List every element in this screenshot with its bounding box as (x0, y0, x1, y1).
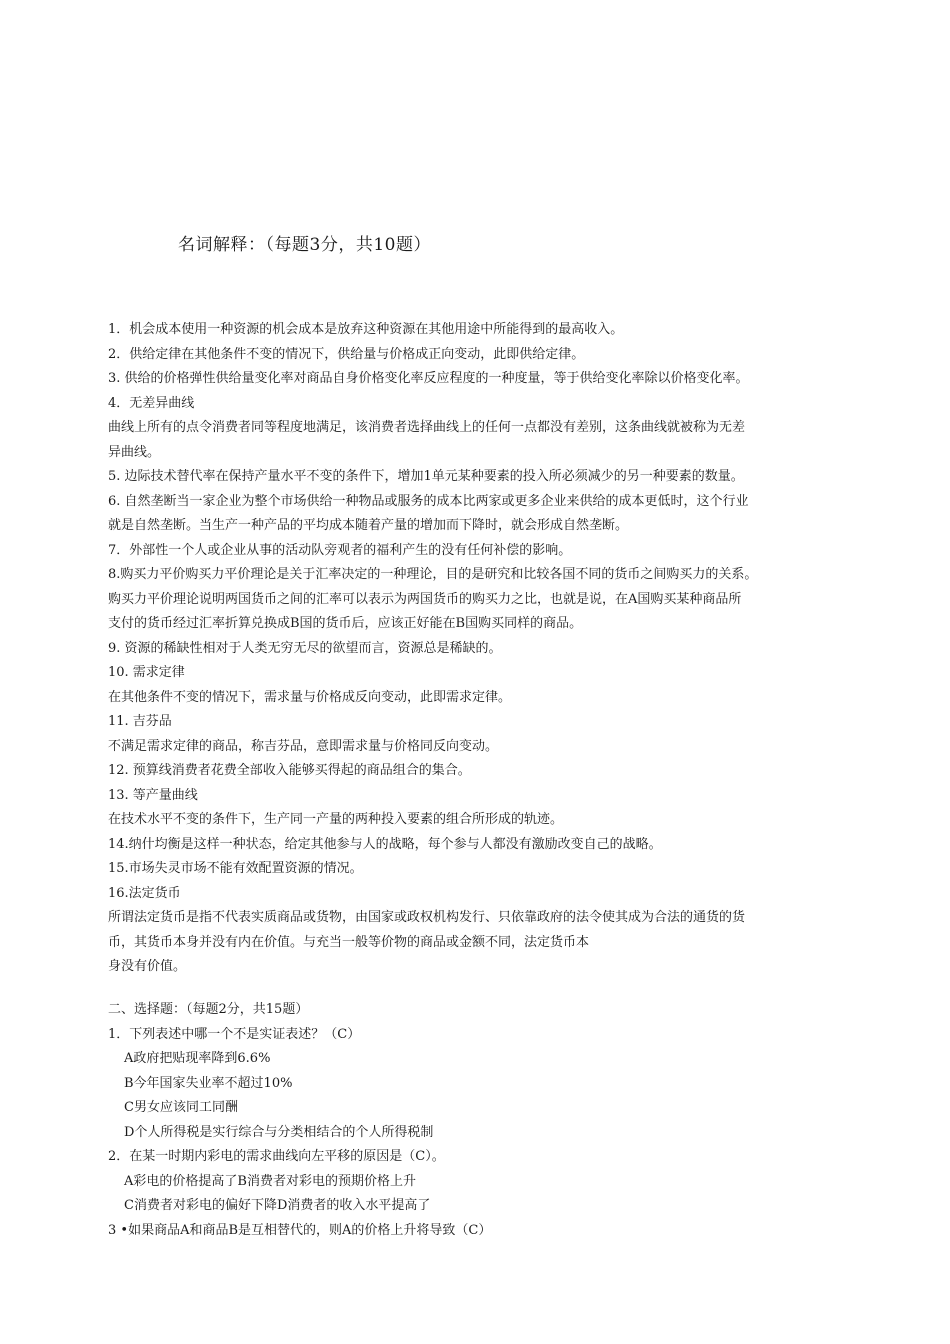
term-line: 所谓法定货币是指不代表实质商品或货物，由国家或政权机构发行、只依靠政府的法令使其成为合法的通货的货 (108, 910, 746, 925)
question-2: 2．在某一时期内彩电的需求曲线向左平移的原因是（C）。 (108, 1149, 445, 1164)
term-line: 币，其货币本身并没有内在价值。与充当一般等价物的商品或金额不同，法定货币本 (108, 934, 590, 950)
term-line: 10. 需求定律 (108, 665, 185, 680)
section-heading-choice: 二、选择题：（每题2分，共15题） (108, 1002, 309, 1017)
choice-section (108, 998, 848, 1243)
term-line: 异曲线。 (108, 444, 161, 460)
question-3: 3 •如果商品A和商品B是互相替代的，则A的价格上升将导致（C） (108, 1222, 492, 1238)
question-2-option: C消费者对彩电的偏好下降D消费者的收入水平提高了 (124, 1198, 431, 1213)
term-line: 就是自然垄断。当生产一种产品的平均成本随着产量的增加而下降时，就会形成自然垄断。 (108, 518, 629, 533)
term-line: 2．供给定律在其他条件不变的情况下，供给量与价格成正向变动，此即供给定律。 (108, 346, 585, 362)
term-line: 16.法定货币 (108, 885, 181, 901)
term-line: 不满足需求定律的商品，称吉芬品，意即需求量与价格同反向变动。 (108, 738, 499, 754)
term-line: 1．机会成本使用一种资源的机会成本是放弃这种资源在其他用途中所能得到的最高收入。 (108, 322, 624, 337)
term-line: 15.市场失灵市场不能有效配置资源的情况。 (108, 861, 363, 876)
question-1-option: B今年国家失业率不超过10% (124, 1075, 293, 1091)
term-line: 在其他条件不变的情况下，需求量与价格成反向变动，此即需求定律。 (108, 689, 512, 705)
question-1: 1．下列表述中哪一个不是实证表述？（C） (108, 1026, 361, 1042)
term-line: 6. 自然垄断当一家企业为整个市场供给一种物品或服务的成本比两家或更多企业来供给的成本更低时，这个行业 (108, 493, 749, 509)
term-line: 11. 吉芬品 (108, 714, 172, 729)
question-1-option: A政府把贴现率降到6.6% (124, 1051, 271, 1066)
question-1-option: D个人所得税是实行综合与分类相结合的个人所得税制 (124, 1124, 434, 1140)
term-line: 在技术水平不变的条件下，生产同一产量的两种投入要素的组合所形成的轨迹。 (108, 812, 564, 827)
term-line: 7．外部性一个人或企业从事的活动队旁观者的福利产生的没有任何补偿的影响。 (108, 542, 572, 558)
term-line: 8.购买力平价购买力平价理论是关于汇率决定的一种理论，目的是研究和比较各国不同的货币之间购买力的关系。 (108, 567, 758, 582)
term-line: 3. 供给的价格弹性供给量变化率对商品自身价格变化率反应程度的一种度量，等于供给变化率除以价格变化率。 (108, 371, 749, 386)
term-line: 9. 资源的稀缺性相对于人类无穷无尽的欲望而言，资源总是稀缺的。 (108, 640, 502, 656)
question-2-option: A彩电的价格提高了B消费者对彩电的预期价格上升 (124, 1173, 416, 1189)
term-line: 身没有价值。 (108, 959, 187, 974)
term-line: 曲线上所有的点令消费者同等程度地满足，该消费者选择曲线上的任何一点都没有差别，这条曲线就被称为无差 (108, 420, 746, 435)
section-heading-terms: 名词解释：（每题3分，共10题） (178, 235, 431, 255)
term-line: 5. 边际技术替代率在保持产量水平不变的条件下，增加1单元某种要素的投入所必须减少的另一种要素的数量。 (108, 469, 744, 484)
term-line: 13. 等产量曲线 (108, 787, 198, 803)
term-line: 14.纳什均衡是这样一种状态，给定其他参与人的战略，每个参与人都没有激励改变自己的战略。 (108, 836, 662, 852)
terms-section (108, 318, 848, 980)
term-line: 12. 预算线消费者花费全部收入能够买得起的商品组合的集合。 (108, 763, 471, 778)
term-line: 4．无差异曲线 (108, 395, 195, 411)
question-1-option: C男女应该同工同酬 (124, 1100, 238, 1115)
term-line: 支付的货币经过汇率折算兑换成B国的货币后，应该正好能在B国购买同样的商品。 (108, 616, 583, 631)
term-line: 购买力平价理论说明两国货币之间的汇率可以表示为两国货币的购买力之比，也就是说，在A国购买某种商品所 (108, 591, 742, 607)
